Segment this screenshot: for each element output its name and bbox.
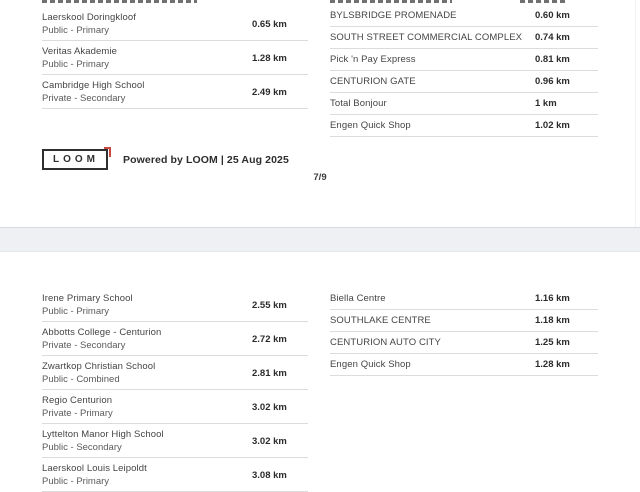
school-name: Zwartkop Christian School xyxy=(42,361,156,372)
school-info xyxy=(42,394,113,420)
page-separator-band xyxy=(0,227,640,252)
shopping-column-p7 xyxy=(330,0,598,137)
shopping-centre-name: SOUTHLAKE CENTRE xyxy=(330,315,431,326)
school-info xyxy=(42,45,117,71)
shopping-centre-name: Biella Centre xyxy=(330,293,386,304)
school-type: Public - Primary xyxy=(42,25,110,36)
school-row xyxy=(42,356,308,390)
school-row xyxy=(42,288,308,322)
loom-logo xyxy=(42,149,108,170)
shopping-distance: 1.28 km xyxy=(535,359,570,370)
shopping-centre-name: Engen Quick Shop xyxy=(330,359,411,370)
school-type: Private - Secondary xyxy=(42,340,126,351)
schools-column-p7 xyxy=(42,0,308,109)
shopping-distance: 1 km xyxy=(535,98,557,109)
report-page-8 xyxy=(0,252,640,487)
shopping-list-p8 xyxy=(330,288,598,376)
school-info xyxy=(42,11,136,37)
shopping-centre-name: CENTURION AUTO CITY xyxy=(330,337,441,348)
shopping-row xyxy=(330,49,598,71)
shopping-row xyxy=(330,310,598,332)
school-type: Private - Primary xyxy=(42,408,113,419)
school-row xyxy=(42,390,308,424)
school-distance: 2.55 km xyxy=(252,299,287,311)
school-distance: 3.08 km xyxy=(252,469,287,481)
shopping-row xyxy=(330,5,598,27)
school-type: Public - Primary xyxy=(42,306,110,317)
shopping-row xyxy=(330,93,598,115)
school-type: Public - Combined xyxy=(42,374,120,385)
school-row xyxy=(42,424,308,458)
school-distance: 0.65 km xyxy=(252,18,287,30)
school-distance: 2.72 km xyxy=(252,333,287,345)
shopping-centre-name: CENTURION GATE xyxy=(330,76,416,87)
shopping-centre-name: Pick 'n Pay Express xyxy=(330,54,416,65)
shopping-row xyxy=(330,115,598,137)
school-name: Regio Centurion xyxy=(42,395,113,406)
schools-column-p8 xyxy=(42,252,308,492)
shopping-centre-name: SOUTH STREET COMMERCIAL COMPLEX xyxy=(330,32,523,43)
clipped-schools-header xyxy=(42,0,308,3)
page-number: 7/9 xyxy=(313,172,327,183)
school-type: Private - Secondary xyxy=(42,93,126,104)
shopping-column-p8 xyxy=(330,252,598,376)
school-info xyxy=(42,326,161,352)
shopping-centre-name: BYLSBRIDGE PROMENADE xyxy=(330,10,457,21)
school-name: Laerskool Louis Leipoldt xyxy=(42,463,147,474)
shopping-centre-name: Engen Quick Shop xyxy=(330,120,411,131)
shopping-row xyxy=(330,71,598,93)
schools-list-p8 xyxy=(42,288,308,492)
school-distance: 3.02 km xyxy=(252,401,287,413)
school-name: Abbotts College - Centurion xyxy=(42,327,162,338)
shopping-distance: 1.16 km xyxy=(535,293,570,304)
shopping-row xyxy=(330,27,598,49)
school-name: Veritas Akademie xyxy=(42,46,118,57)
school-distance: 1.28 km xyxy=(252,52,287,64)
clipped-shopping-header xyxy=(330,0,598,3)
powered-by-text: Powered by LOOM | 25 Aug 2025 xyxy=(123,153,289,166)
school-distance: 2.81 km xyxy=(252,367,287,379)
shopping-distance: 0.60 km xyxy=(535,10,570,21)
shopping-list-p7 xyxy=(330,5,598,137)
school-row xyxy=(42,458,308,492)
shopping-centre-name: Total Bonjour xyxy=(330,98,387,109)
school-row xyxy=(42,322,308,356)
school-name: Irene Primary School xyxy=(42,293,133,304)
shopping-distance: 0.81 km xyxy=(535,54,570,65)
school-type: Public - Primary xyxy=(42,59,110,70)
school-distance: 2.49 km xyxy=(252,86,287,98)
shopping-distance: 1.02 km xyxy=(535,120,570,131)
report-footer xyxy=(42,149,289,170)
shopping-row xyxy=(330,354,598,376)
school-name: Cambridge High School xyxy=(42,80,145,91)
school-info xyxy=(42,360,155,386)
shopping-distance: 0.96 km xyxy=(535,76,570,87)
school-info xyxy=(42,292,133,318)
schools-list-p7 xyxy=(42,7,308,109)
loom-logo-text: LOOM xyxy=(53,154,99,165)
shopping-row xyxy=(330,332,598,354)
shopping-distance: 1.18 km xyxy=(535,315,570,326)
school-type: Public - Secondary xyxy=(42,442,122,453)
school-info xyxy=(42,428,164,454)
report-page-7 xyxy=(0,0,640,227)
school-info xyxy=(42,79,144,105)
page-edge-shadow xyxy=(635,0,636,227)
loom-logo-corner-accent-icon xyxy=(104,147,111,157)
school-row xyxy=(42,41,308,75)
shopping-row xyxy=(330,288,598,310)
school-distance: 3.02 km xyxy=(252,435,287,447)
school-row xyxy=(42,75,308,109)
shopping-distance: 0.74 km xyxy=(535,32,570,43)
shopping-distance: 1.25 km xyxy=(535,337,570,348)
school-name: Laerskool Doringkloof xyxy=(42,12,136,23)
school-info xyxy=(42,462,147,488)
school-name: Lyttelton Manor High School xyxy=(42,429,164,440)
school-row xyxy=(42,7,308,41)
school-type: Public - Primary xyxy=(42,476,110,487)
